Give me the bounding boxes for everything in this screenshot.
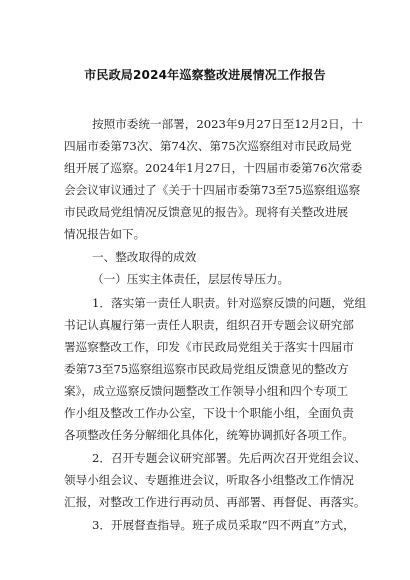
paragraph-line: 委第73至75巡察组巡察市民政局党组反馈意见的整改方 [64, 362, 349, 376]
paragraph-line: 各项整改任务分解细化具体化，统筹协调抓好各项工作。 [64, 428, 354, 442]
paragraph-line: 会会议审议通过了《关于十四届市委第73至75巡察组巡察 [64, 183, 361, 197]
section-heading: 一、整改取得的成效 [92, 250, 197, 264]
paragraph-line: 组开展了巡察。2024年1月27日，十四届市委第76次常委 [64, 161, 363, 175]
paragraph-line: 署巡察整改工作，印发《市民政局党组关于落实十四届市 [64, 340, 354, 354]
paragraph-line: 领导小组会议、专题推进会议，听取各小组整改工作情况 [64, 473, 354, 487]
paragraph-line: 2．召开专题会议研究部署。先后两次召开党组会议、 [92, 451, 367, 465]
paragraph-line: 按照市委统一部署，2023年9月27日至12月2日，十 [92, 117, 363, 131]
paragraph-line: 情况报告如下。 [64, 227, 146, 241]
paragraph-line: 汇报，对整改工作进行再动员、再部署、再督促、再落实。 [64, 495, 366, 509]
subsection-heading: （一）压实主体责任，层层传导压力。 [92, 272, 290, 286]
paragraph-line: 案》，成立巡察反馈问题整改工作领导小组和四个专项工 [64, 384, 349, 398]
paragraph-line: 四届市委第73次、第74次、第75次巡察组对市民政局党 [64, 139, 352, 153]
paragraph-line: 作小组及整改工作办公室，下设十个职能小组，全面负责 [64, 406, 354, 420]
document-title: 市民政局2024年巡察整改进展情况工作报告 [84, 68, 326, 82]
paragraph-line: 1．落实第一责任人职责。针对巡察反馈的问题，党组 [92, 296, 367, 310]
paragraph-line: 书记认真履行第一责任人职责，组织召开专题会议研究部 [64, 318, 354, 332]
paragraph-line: 3．开展督查指导。班子成员采取“四不两直”方式， [92, 518, 355, 532]
paragraph-line: 市民政局党组情况反馈意见的报告》。现将有关整改进展 [64, 205, 349, 219]
